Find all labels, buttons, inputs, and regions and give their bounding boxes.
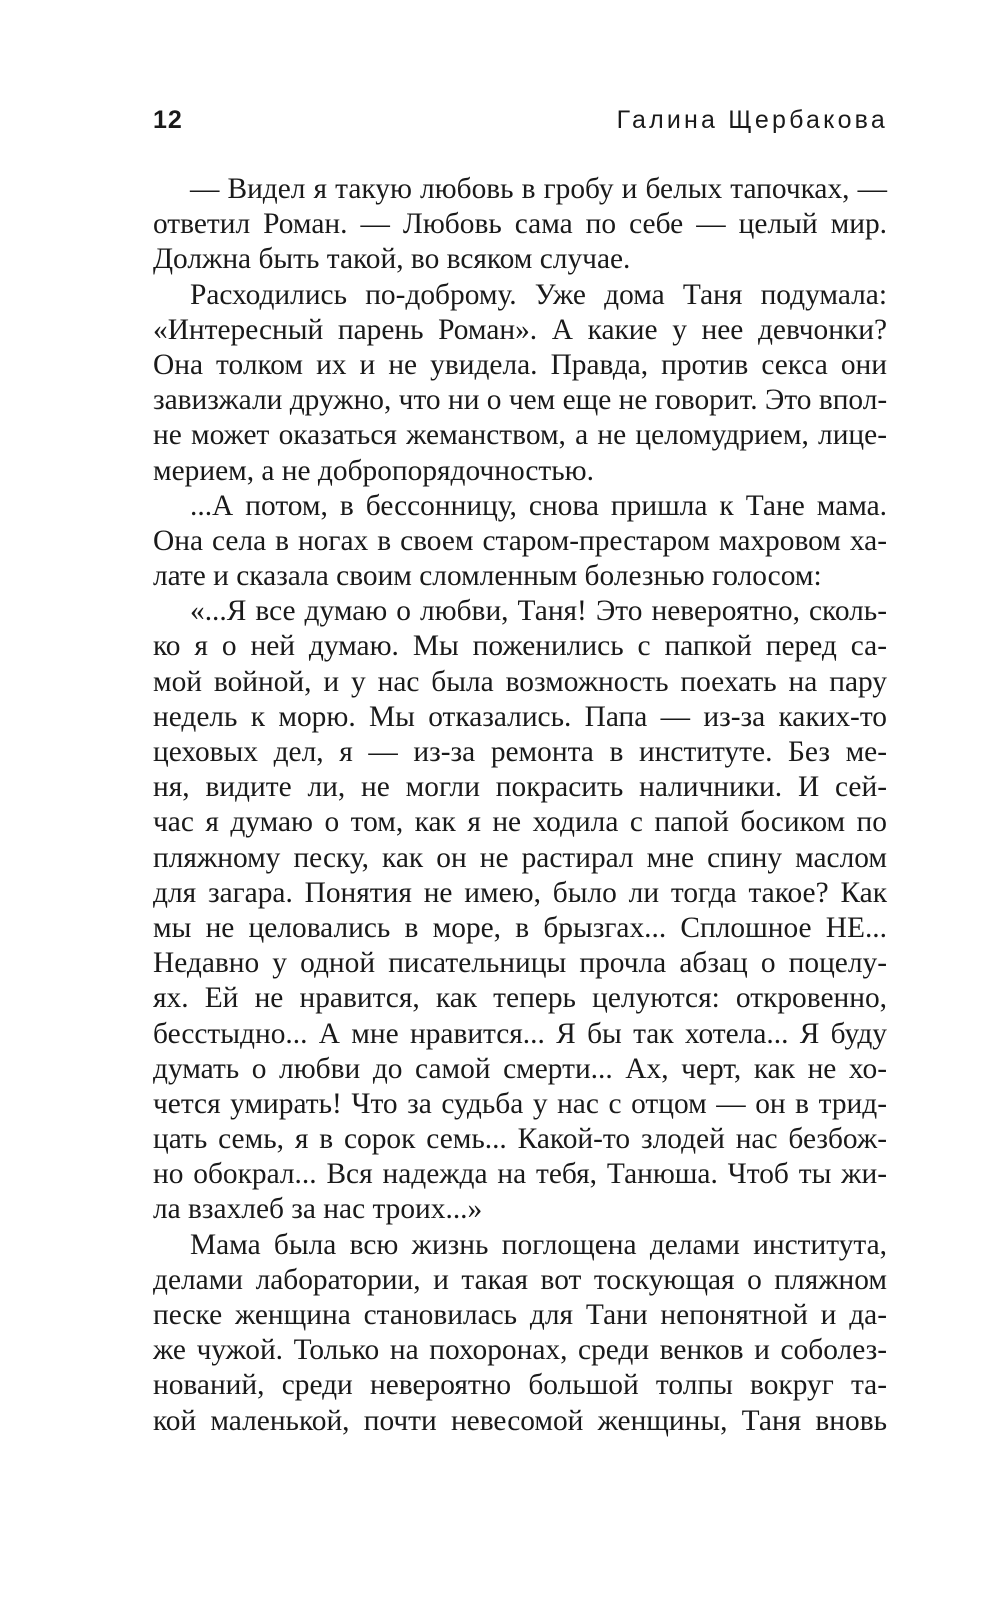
text-line: думать о любви до самой смерти... Ах, черт, как не хо- [153,1052,887,1085]
text-line: кой маленькой, почти невесомой женщины, Таня вновь [153,1404,887,1437]
text-line: делами лаборатории, и такая вот тоскующая о пляжном [153,1263,887,1296]
text-line: для загара. Понятия не имею, было ли тогда такое? Как [153,876,887,909]
text-line: мерием, а не добропорядочностью. [153,454,594,487]
text-line: не может оказаться жеманством, а не целомудрием, лице- [153,419,887,452]
text-line: ко я о ней думаю. Мы поженились с папкой перед са- [153,630,887,663]
text-line: недель к морю. Мы отказались. Папа — из-за каких-то [153,700,887,733]
body-text [153,172,887,1439]
text-line: Мама была всю жизнь поглощена делами института, [190,1228,887,1261]
text-line: же чужой. Только на похоронах, среди венков и соболез- [153,1334,887,1367]
text-line: цеховых дел, я — из-за ремонта в институте. Без ме- [153,736,887,768]
paragraph [153,489,887,595]
text-line: мы не целовались в море, в брызгах... Сплошное НЕ... [153,911,887,944]
text-line: цать семь, я в сорок семь... Какой-то злодей нас безбож- [153,1123,887,1156]
author-name: Галина Щербакова [616,106,888,134]
text-line: лате и сказала своим сломленным болезнью голосом: [153,560,822,593]
text-line: Должна быть такой, во всяком случае. [153,243,631,276]
page-number: 12 [153,106,183,134]
text-line: песке женщина становилась для Тани непонятной и да- [153,1299,887,1331]
text-line: ответил Роман. — Любовь сама по себе — целый мир. [153,208,887,241]
paragraph [153,1228,887,1439]
text-line: но обокрал... Вся надежда на тебя, Танюша. Чтоб ты жи- [153,1158,887,1191]
text-line: Она толком их и не увидела. Правда, против секса они [153,348,887,381]
text-line: «Интересный парень Роман». А какие у нее девчонки? [153,313,887,346]
text-line: Расходились по-доброму. Уже дома Таня подумала: [190,278,887,311]
text-line: Она села в ногах в своем старом-престаром махровом ха- [153,524,887,557]
text-line: ях. Ей не нравится, как теперь целуются: откровенно, [153,982,887,1015]
paragraph [153,594,887,1227]
text-line: мой войной, и у нас была возможность поехать на пару [153,665,887,698]
text-line: завизжали дружно, что ни о чем еще не говорит. Это впол- [153,384,888,417]
text-line: час я думаю о том, как я не ходила с папой босиком по [153,806,887,839]
paragraph [153,172,887,278]
text-line: пляжному песку, как он не растирал мне спину маслом [153,841,887,874]
paragraph [153,278,887,489]
text-line: — Видел я такую любовь в гробу и белых тапочках, — [190,173,887,205]
text-line: бесстыдно... А мне нравится... Я бы так хотела... Я буду [153,1017,887,1050]
text-line: ня, видите ли, не могли покрасить наличники. И сей- [153,771,887,804]
running-head [153,106,888,146]
text-line: Недавно у одной писательницы прочла абзац о поцелу- [153,947,887,980]
text-line: нований, среди невероятно большой толпы вокруг та- [153,1369,887,1402]
text-line: чется умирать! Что за судьба у нас с отцом — он в трид- [153,1087,887,1120]
text-line: ...А потом, в бессонницу, снова пришла к Тане мама. [190,489,887,522]
text-line: ла взахлеб за нас троих...» [153,1193,483,1226]
text-line: «...Я все думаю о любви, Таня! Это невероятно, сколь- [190,595,887,628]
